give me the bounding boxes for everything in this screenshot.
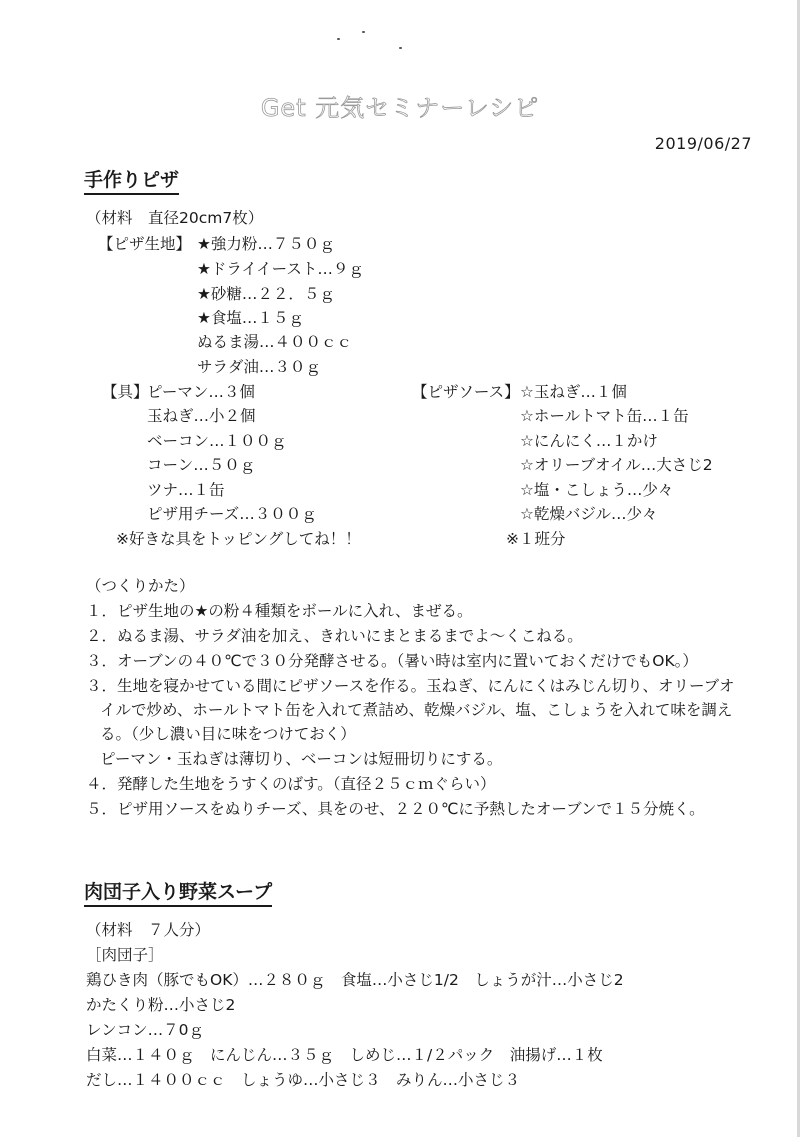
topping-item: ピザ用チーズ…３００ｇ [147, 505, 317, 523]
dough-item: ★ドライイースト…９ｇ [197, 260, 364, 278]
meatball-label: ［肉団子］ [86, 946, 164, 964]
topping-item: ベーコン…１００ｇ [147, 432, 287, 450]
dough-label: 【ピザ生地】 [98, 235, 192, 253]
sauce-item: ☆オリーブオイル…大さじ2 [520, 456, 713, 474]
sauce-item: ☆にんにく…１かけ [520, 432, 658, 450]
scan-speck [337, 38, 340, 40]
sauce-item: ☆乾燥バジル…少々 [520, 505, 658, 523]
topping-item: コーン…５０ｇ [147, 456, 256, 474]
dough-item: サラダ油…３０ｇ [197, 358, 321, 376]
toppings-note: ※好きな具をトッピングしてね！！ [116, 530, 361, 548]
soup-ingredient-line: 鶏ひき肉（豚でもOK）…２８０ｇ 食塩…小さじ1/2 しょうが汁…小さじ2 [86, 971, 624, 989]
soup-ingredient-line: だし…１４００ｃｃ しょうゆ…小さじ３ みりん…小さじ３ [86, 1071, 521, 1089]
method-step: ５．ピザ用ソースをぬりチーズ、具をのせ、２２０℃に予熱したオーブンで１５分焼く。 [86, 800, 705, 818]
pizza-title: 手作りピザ [84, 168, 179, 195]
header-title: Get 元気セミナーレシピ [260, 94, 540, 122]
recipe-date: 2019/06/27 [654, 134, 752, 153]
soup-materials: （材料 ７人分） [86, 921, 211, 939]
toppings-label: 【具】 [102, 383, 149, 401]
method-step-continuation: る。（少し濃い目に味をつけておく） [100, 725, 356, 743]
dough-item: ぬるま湯…４００ｃｃ [197, 333, 353, 351]
sauce-item: ☆玉ねぎ…１個 [520, 383, 627, 401]
dough-item: ★砂糖…２２．５ｇ [197, 285, 335, 303]
method-step: ４．発酵した生地をうすくのばす。（直径２５ｃｍぐらい） [86, 775, 496, 793]
soup-ingredient-line: かたくり粉…小さじ2 [86, 996, 236, 1014]
sauce-note: ※１班分 [506, 530, 566, 548]
method-step: ２．ぬるま湯、サラダ油を加え、きれいにまとまるまでよ～くこねる。 [86, 627, 583, 645]
scan-speck [399, 47, 402, 49]
soup-ingredient-line: 白菜…１４０ｇ にんじん…３５ｇ しめじ…１/２パック 油揚げ…１枚 [86, 1046, 603, 1064]
method-step: ３．生地を寝かせている間にピザソースを作る。玉ねぎ、にんにくはみじん切り、オリーブオ [86, 677, 735, 695]
method-step-continuation: ピーマン・玉ねぎは薄切り、ベーコンは短冊切りにする。 [100, 750, 503, 768]
pizza-materials: （材料 直径20cm7枚） [86, 209, 264, 227]
soup-title: 肉団子入り野菜スープ [84, 880, 272, 907]
sauce-item: ☆塩・こしょう…少々 [520, 481, 674, 499]
soup-ingredient-line: レンコン…７0ｇ [86, 1021, 204, 1039]
sauce-label: 【ピザソース】 [412, 383, 520, 401]
method-step: ３．オーブンの４０℃で３０分発酵させる。（暑い時は室内に置いておくだけでもOK。） [86, 652, 698, 670]
dough-item: ★強力粉…７５０ｇ [197, 235, 335, 253]
topping-item: ピーマン…３個 [147, 383, 255, 401]
method-step-continuation: イルで炒め、ホールトマト缶を入れて煮詰め、乾燥バジル、塩、こしょうを入れて味を調え [100, 701, 733, 719]
dough-item: ★食塩…１５ｇ [197, 309, 304, 327]
scan-speck [362, 31, 365, 33]
method-label: （つくりかた） [86, 577, 195, 595]
topping-item: ツナ…１缶 [147, 481, 225, 499]
method-step: １．ピザ生地の★の粉４種類をボールに入れ、まぜる。 [86, 602, 473, 620]
topping-item: 玉ねぎ…小２個 [147, 407, 256, 425]
sauce-item: ☆ホールトマト缶…１缶 [520, 407, 689, 425]
